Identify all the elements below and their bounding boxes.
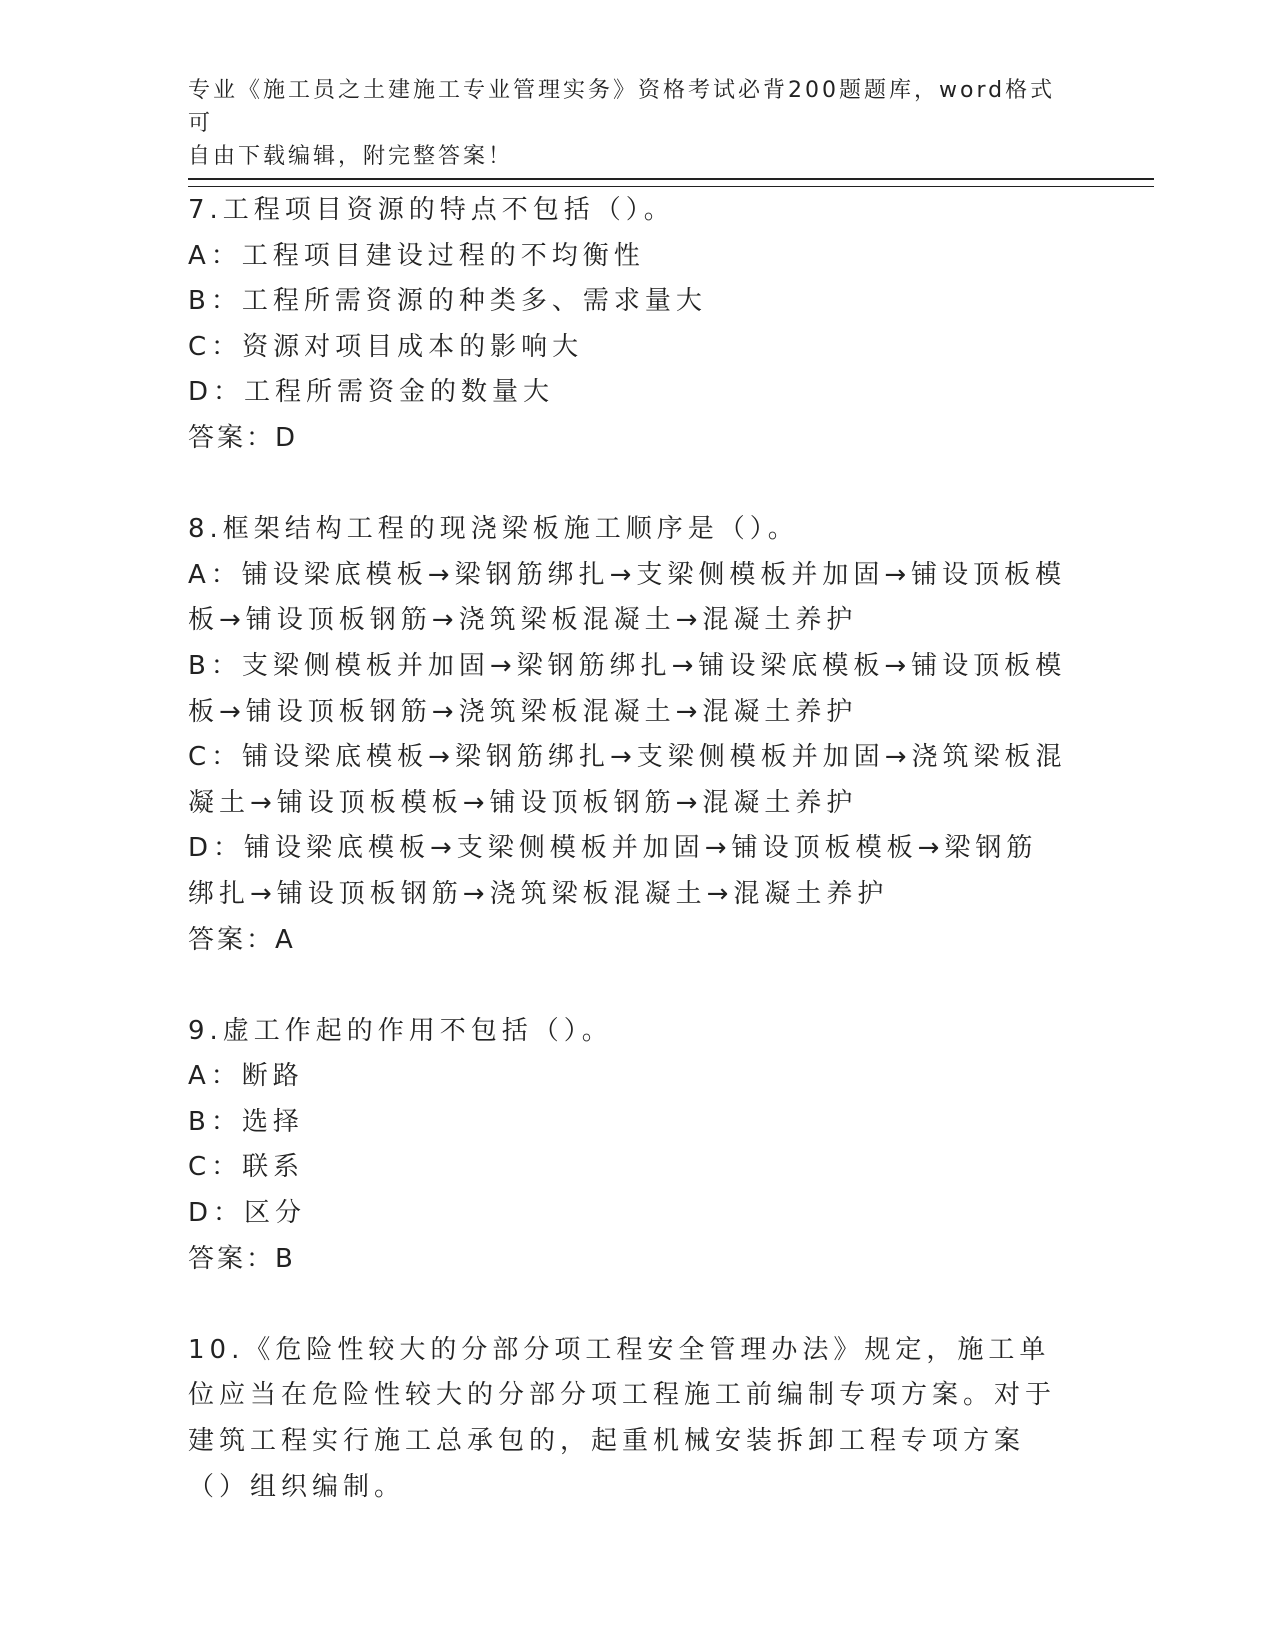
question-stem: 10.《危险性较大的分部分项工程安全管理办法》规定，施工单位应当在危险性较大的分部分项工程施工前编制专项方案。对于建筑工程实行施工总承包的，起重机械安装拆卸工程专项方案（）组织编制。 bbox=[188, 1334, 1057, 1502]
option-c: C：资源对项目成本的影响大 bbox=[188, 331, 584, 362]
answer-line: 答案：D bbox=[188, 422, 299, 453]
option-c: C：联系 bbox=[188, 1152, 305, 1183]
option-b: B：选择 bbox=[188, 1106, 304, 1137]
option-c: C：铺设梁底模板→梁钢筋绑扎→支梁侧模板并加固→浇筑梁板混凝土→铺设顶板模板→铺设顶板钢筋→混凝土养护 bbox=[188, 742, 1067, 818]
option-d: D：区分 bbox=[188, 1198, 307, 1229]
question-9 bbox=[188, 1009, 1068, 1283]
option-d: D：铺设梁底模板→支梁侧模板并加固→铺设顶板模板→梁钢筋绑扎→铺设顶板钢筋→浇筑梁板混凝土→混凝土养护 bbox=[188, 833, 1038, 909]
option-a: A：工程项目建设过程的不均衡性 bbox=[188, 240, 645, 271]
question-10 bbox=[188, 1328, 1068, 1510]
question-8 bbox=[188, 507, 1068, 963]
header-title-line-2: 自由下载编辑，附完整答案！ bbox=[188, 144, 514, 169]
question-stem: 9.虚工作起的作用不包括（）。 bbox=[188, 1015, 613, 1046]
document-header bbox=[188, 74, 1068, 173]
option-a: A：铺设梁底模板→梁钢筋绑扎→支梁侧模板并加固→铺设顶板模板→铺设顶板钢筋→浇筑梁板混凝土→混凝土养护 bbox=[188, 559, 1067, 636]
question-stem: 7.工程项目资源的特点不包括（）。 bbox=[188, 195, 675, 225]
question-7 bbox=[188, 188, 1068, 462]
option-b: B：工程所需资源的种类多、需求量大 bbox=[188, 286, 707, 317]
answer-line: 答案：A bbox=[188, 924, 296, 955]
question-stem: 8.框架结构工程的现浇梁板施工顺序是（）。 bbox=[188, 514, 799, 545]
option-b: B：支梁侧模板并加固→梁钢筋绑扎→铺设梁底模板→铺设顶板模板→铺设顶板钢筋→浇筑梁板混凝土→混凝土养护 bbox=[188, 650, 1067, 727]
question-list bbox=[188, 188, 1068, 1510]
option-a: A：断路 bbox=[188, 1061, 304, 1092]
option-d: D：工程所需资金的数量大 bbox=[188, 377, 555, 408]
answer-line: 答案：B bbox=[188, 1243, 296, 1274]
header-divider bbox=[188, 178, 1154, 187]
header-title-line-1: 专业《施工员之土建施工专业管理实务》资格考试必背200题题库，word格式可 bbox=[188, 78, 1056, 136]
